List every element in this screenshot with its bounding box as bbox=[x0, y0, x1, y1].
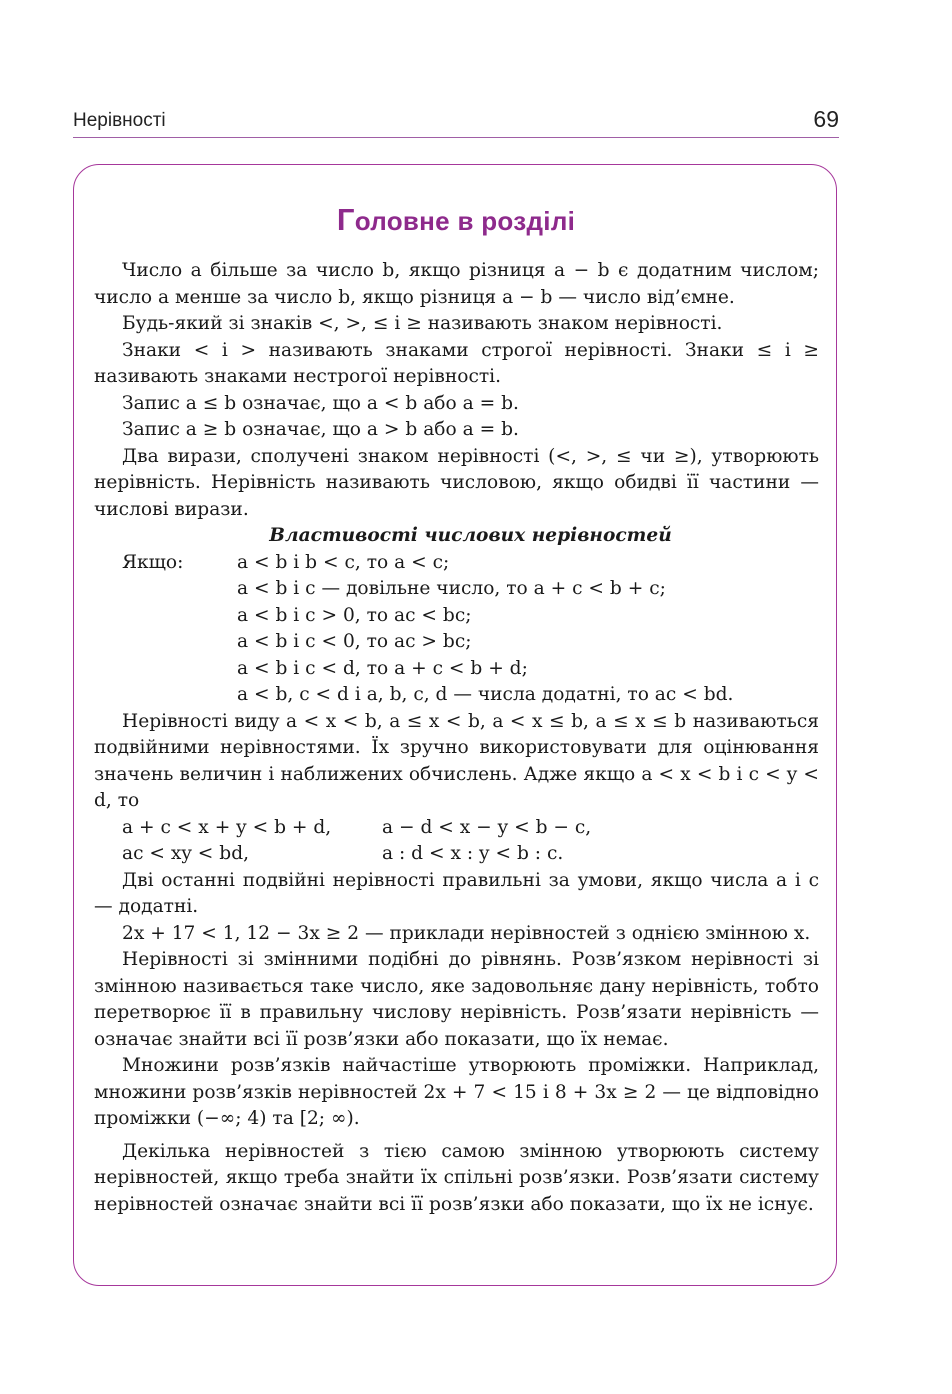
paragraph: Число a більше за число b, якщо різниця a − b є додатним числом; число a менше за число b, якщо різниця a − b — число від’ємне. bbox=[94, 260, 819, 308]
property-item: a < b і b < c, то a < c; bbox=[237, 551, 450, 573]
property-row bbox=[94, 576, 819, 603]
paragraph: Множини розв’язків найчастіше утворюють проміжки. Наприклад, множини розв’язків нерівностей 2x + 7 < 15 і 8 + 3x ≥ 2 — це відповідно проміжки (−∞; 4) та [2; ∞). bbox=[94, 1055, 819, 1129]
header-rule bbox=[73, 137, 839, 138]
paragraph: Запис a ≤ b означає, що a < b або a = b. bbox=[122, 392, 519, 414]
page-number: 69 bbox=[813, 106, 839, 132]
property-item: a < b і c < 0, то ac > bc; bbox=[237, 631, 472, 652]
properties-label: Якщо: bbox=[122, 551, 184, 573]
section-title bbox=[73, 202, 839, 238]
inequality-right: a − d < x − y < b − c, bbox=[382, 816, 592, 838]
running-head: Нерівності bbox=[73, 110, 166, 131]
inequality-pair-row bbox=[94, 841, 819, 868]
property-row bbox=[94, 550, 819, 577]
title-rest: оловне в розділі bbox=[354, 206, 576, 236]
property-item: a < b і c < d, то a + c < b + d; bbox=[237, 657, 528, 679]
paragraph: Нерівності зі змінними подібні до рівнянь. Розв’язком нерівності зі змінною називається таке число, яке задовольняє дану нерівність, тобто перетворює її в правильну числову нерівність. Розв’язати нерівність — означає знайти всі її розв’язки або показати, що їх немає. bbox=[94, 949, 819, 1050]
inequality-left: ac < xy < bd, bbox=[122, 843, 250, 864]
paragraph: Дві останні подвійні нерівності правильні за умови, якщо числа a і c — додатні. bbox=[94, 869, 819, 917]
property-row bbox=[94, 682, 819, 709]
paragraph: Нерівності виду a < x < b, a ≤ x < b, a < x ≤ b, a ≤ x ≤ b називаються подвійними нерівностями. Їх зручно використовувати для оцінювання значень величин і наближених обчислень. Адже якщо a < x < b і c < y < d, то bbox=[94, 710, 819, 811]
property-row bbox=[94, 629, 819, 656]
property-row bbox=[94, 603, 819, 630]
inequality-right: a : d < x : y < b : c. bbox=[382, 843, 564, 864]
paragraph: 2x + 17 < 1, 12 − 3x ≥ 2 — приклади нерівностей з однією змінною x. bbox=[122, 922, 811, 944]
paragraph: Декілька нерівностей з тією самою змінною утворюють систему нерівностей, якщо треба знайти їх спільні розв’язки. Розв’язати систему нерівностей означає знайти всі її розв’язки або показати, що їх не існує. bbox=[94, 1140, 819, 1215]
paragraph: Будь-який зі знаків <, >, ≤ і ≥ називають знаком нерівності. bbox=[122, 313, 723, 334]
title-initial: Г bbox=[336, 202, 355, 237]
inequality-pair-row bbox=[94, 815, 819, 842]
property-row bbox=[94, 656, 819, 683]
property-item: a < b, c < d і a, b, c, d — числа додатні, то ac < bd. bbox=[237, 684, 734, 705]
inequality-left: a + c < x + y < b + d, bbox=[122, 816, 332, 838]
paragraph: Запис a ≥ b означає, що a > b або a = b. bbox=[122, 419, 519, 440]
paragraph: Два вирази, сполучені знаком нерівності (<, >, ≤ чи ≥), утворюють нерівність. Нерівність називають числовою, якщо обидві її частини — числові вирази. bbox=[94, 445, 819, 520]
paragraph: Знаки < і > називають знаками строгої нерівності. Знаки ≤ і ≥ називають знаками нестрогої нерівності. bbox=[94, 339, 819, 387]
property-item: a < b і c — довільне число, то a + c < b + c; bbox=[237, 578, 666, 599]
property-item: a < b і c > 0, то ac < bc; bbox=[237, 604, 472, 626]
properties-heading: Властивості числових нерівностей bbox=[269, 525, 672, 546]
summary-content bbox=[94, 258, 819, 1218]
